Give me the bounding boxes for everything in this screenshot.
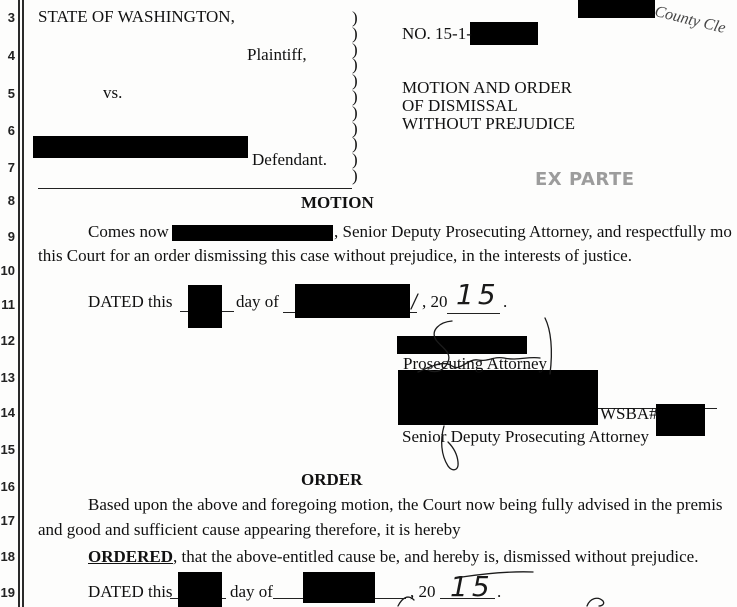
caption-paren: ): [352, 39, 358, 59]
order-dated-label: DATED this: [88, 582, 173, 601]
line-number: 14: [0, 405, 15, 420]
line-number: 5: [7, 86, 15, 101]
case-number: NO. 15-1-: [402, 24, 472, 43]
order-year-prefix: , 20: [410, 582, 436, 601]
caption-paren: ): [352, 102, 358, 122]
line-number: 11: [1, 297, 15, 312]
line-number: 13: [0, 370, 15, 385]
plaintiff-label: Plaintiff,: [247, 45, 307, 64]
motion-body-line: , Senior Deputy Prosecuting Attorney, and respectfully mo: [334, 222, 732, 241]
ordered-label: ORDERED: [88, 547, 174, 566]
ex-parte-stamp: EX PARTE: [535, 169, 635, 190]
signature-stroke: [418, 358, 540, 372]
motion-year-handwritten: 15: [456, 278, 500, 311]
motion-dated-label: DATED this: [88, 292, 173, 311]
order-year-handwritten: 15: [450, 570, 494, 603]
caption-paren: ): [352, 55, 358, 75]
line-number: 6: [7, 123, 15, 138]
line-number: 10: [0, 263, 15, 278]
motion-comes-now: Comes now: [88, 222, 169, 241]
line-number: 3: [7, 10, 15, 25]
prosecuting-attorney-title: Prosecuting Attorney: [403, 354, 548, 373]
handwritten-year-stroke: [462, 572, 533, 577]
ordered-text: , that the above-entitled cause be, and hereby is, dismissed without prejudice.: [173, 547, 699, 566]
motion-day-of-label: day of: [236, 292, 279, 311]
motion-date-period: .: [503, 292, 508, 311]
plaintiff-name: STATE OF WASHINGTON,: [38, 7, 235, 26]
versus-label: vs.: [103, 83, 123, 102]
line-number: 18: [0, 549, 15, 564]
line-number: 16: [0, 479, 15, 494]
line-number: 9: [7, 229, 15, 244]
document-title-line: OF DISMISSAL: [402, 96, 518, 115]
wsba-label: WSBA#: [600, 404, 658, 423]
document-title-line: WITHOUT PREJUDICE: [402, 114, 575, 133]
defendant-label: Defendant.: [252, 150, 328, 169]
order-body-line: Based upon the above and foregoing motion, the Court now being fully advised in the premis: [88, 495, 723, 514]
signature-stroke: [545, 318, 551, 374]
signer-title: Senior Deputy Prosecuting Attorney: [402, 427, 649, 446]
line-number: 7: [7, 160, 15, 175]
order-body-line: and good and sufficient cause appearing therefore, it is hereby: [38, 520, 461, 539]
order-day-of-label: day of: [230, 582, 273, 601]
line-number: 4: [7, 48, 15, 63]
signature-stroke: [398, 597, 414, 606]
caption-paren: ): [352, 86, 358, 106]
line-number: 8: [7, 193, 15, 208]
caption-paren: ): [352, 150, 358, 170]
caption-paren: ): [352, 23, 358, 43]
motion-body-line: this Court for an order dismissing this case without prejudice, in the interests of justice.: [38, 246, 632, 265]
signature-stroke: [587, 598, 604, 606]
line-number: 15: [0, 442, 15, 457]
order-heading: ORDER: [301, 470, 363, 489]
line-number: 19: [0, 585, 15, 600]
document-title-line: MOTION AND ORDER: [402, 78, 572, 97]
motion-heading: MOTION: [301, 193, 374, 212]
line-number: 17: [0, 513, 15, 528]
caption-paren: ): [352, 134, 358, 154]
line-number: 12: [0, 333, 15, 348]
clerk-stamp-text: County Cle: [652, 3, 728, 38]
signature-stroke: [442, 426, 458, 470]
handwritten-slash: [411, 294, 418, 309]
order-date-period: .: [497, 582, 502, 601]
caption-paren: ): [352, 8, 358, 27]
motion-year-prefix: , 20: [422, 292, 448, 311]
caption-paren: ): [352, 165, 358, 185]
caption-paren: ): [352, 71, 358, 91]
caption-paren: ): [352, 118, 358, 138]
